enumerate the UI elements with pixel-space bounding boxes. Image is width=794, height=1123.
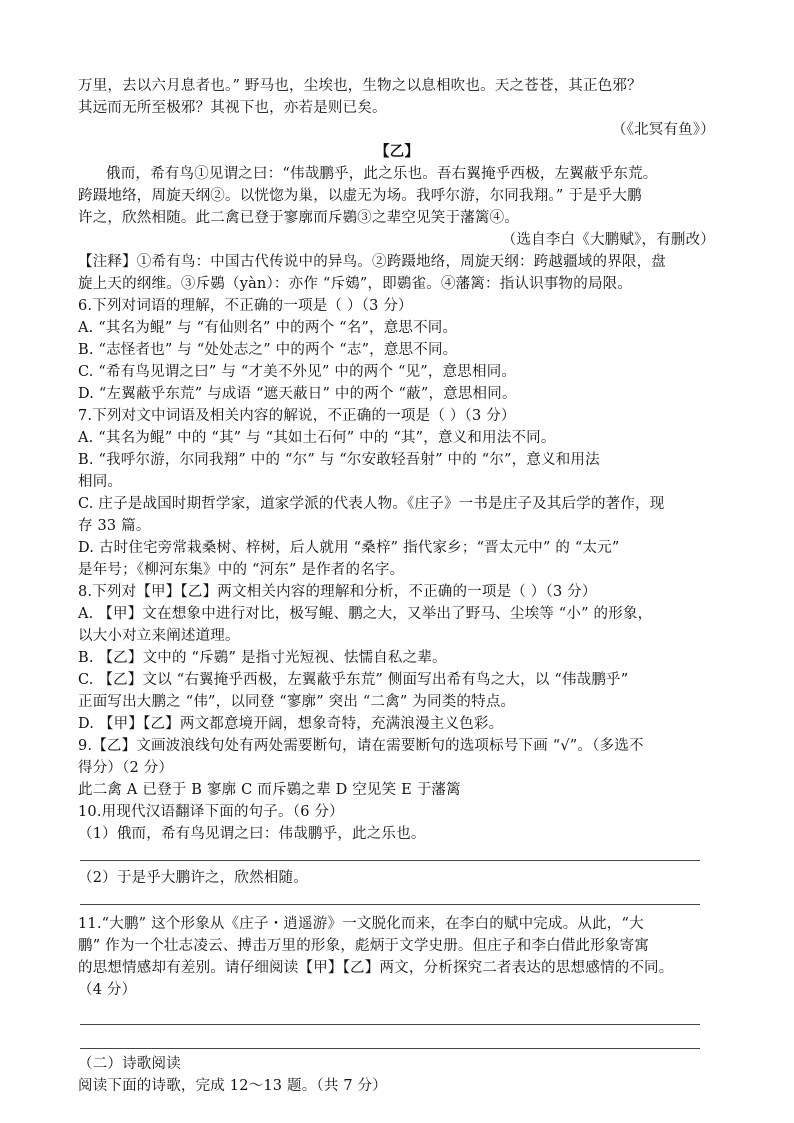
yi-text-line: 跨蹑地络，周旋天纲②。以恍惚为巢，以虚无为场。我呼尔游，尔同我翔。” 于是乎大鹏 bbox=[78, 188, 642, 204]
q8-option-d: D. 【甲】【乙】两文都意境开阔，想象奇特，充满浪漫主义色彩。 bbox=[78, 716, 504, 732]
q7-option-b-cont: 相同。 bbox=[78, 474, 123, 490]
q8-option-a-cont: 以大小对立来阐述道理。 bbox=[78, 628, 240, 644]
q11-stem-cont: 的思想情感却有差别。请仔细阅读【甲】【乙】两文，分析探究二者表达的思想感情的不同。 bbox=[78, 960, 674, 976]
q8-stem: 8.下列对【甲】【乙】两文相关内容的理解和分析，不正确的一项是（ ）（3 分） bbox=[78, 584, 597, 600]
jia-source: （《北冥有鱼》） bbox=[611, 122, 715, 138]
answer-line[interactable] bbox=[80, 1024, 700, 1025]
jia-text-line: 其远而无所至极邪？其视下也，亦若是则已矣。 bbox=[78, 100, 387, 116]
q10-stem: 10.用现代汉语翻译下面的句子。（6 分） bbox=[78, 804, 344, 820]
notes-line: 【注释】①希有鸟：中国古代传说中的异鸟。②跨蹑地络，周旋天纲：跨越疆域的界限，盘 bbox=[78, 254, 666, 270]
q7-option-c: C. 庄子是战国时期哲学家，道家学派的代表人物。《庄子》一书是庄子及其后学的著作，现 bbox=[78, 496, 665, 512]
q6-option-a: A. “其名为鲲” 与 “有仙则名” 中的两个 “名”，意思不同。 bbox=[78, 320, 458, 336]
q7-option-b: B. “我呼尔游，尔同我翔” 中的 “尔” 与 “尔安敢轻吾射” 中的 “尔”，意义和用法 bbox=[78, 452, 600, 468]
q7-option-d: D. 古时住宅旁常栽桑树、梓树，后人就用 “桑梓” 指代家乡；“晋太元中” 的 “太元” bbox=[78, 540, 620, 556]
q7-option-d-cont: 是年号；《柳河东集》中的 “河东” 是作者的名字。 bbox=[78, 562, 405, 578]
answer-line[interactable] bbox=[80, 1048, 700, 1049]
yi-text-line: 俄而，希有鸟①见谓之曰：“伟哉鹏乎，此之乐也。吾右翼掩乎西极，左翼蔽乎东荒。 bbox=[106, 166, 658, 182]
yi-source: （选自李白《大鹏赋》，有删改） bbox=[501, 232, 715, 248]
section2-instruction: 阅读下面的诗歌，完成 12～13 题。（共 7 分） bbox=[78, 1078, 388, 1094]
q6-option-b: B. “志怪者也” 与 “处处志之” 中的两个 “志”，意思不同。 bbox=[78, 342, 458, 358]
q7-option-c-cont: 存 33 篇。 bbox=[78, 518, 151, 534]
answer-line[interactable] bbox=[80, 860, 700, 861]
q8-option-c-cont: 正面写出大鹏之 “伟”，以同登 “寥廓” 突出 “二禽” 为同类的特点。 bbox=[78, 694, 516, 710]
yi-title: 【乙】 bbox=[374, 143, 420, 160]
answer-line[interactable] bbox=[80, 904, 700, 905]
notes-line: 旋上天的纲维。③斥鷃（yàn）：亦作 “斥鴳”，即鷃雀。④藩篱：指认识事物的局限。 bbox=[78, 276, 633, 292]
yi-text-line: 许之，欣然相随。此二禽已登于寥廓而斥鷃③之辈空见笑于藩篱④。 bbox=[78, 210, 519, 226]
q8-option-b: B. 【乙】文中的 “斥鷃” 是指寸光短视、怯懦自私之辈。 bbox=[78, 650, 447, 666]
q9-stem: 9.【乙】文画波浪线句处有两处需要断句，请在需要断句的选项标号下画 “√”。（多选不 bbox=[78, 738, 644, 754]
q8-option-a: A. 【甲】文在想象中进行对比，极写鲲、鹏之大，又举出了野马、尘埃等 “小” 的形象， bbox=[78, 606, 653, 622]
q10-item-1: （1）俄而，希有鸟见谓之曰：伟哉鹏乎，此之乐也。 bbox=[78, 826, 426, 842]
q11-stem: 11.“大鹏” 这个形象从《庄子・逍遥游》一文脱化而来，在李白的赋中完成。从此，“大 bbox=[78, 916, 644, 932]
q6-option-d: D. “左翼蔽乎东荒” 与成语 “遮天蔽日” 中的两个 “蔽”，意思相同。 bbox=[78, 386, 517, 402]
q6-stem: 6.下列对词语的理解，不正确的一项是（ ）（3 分） bbox=[78, 298, 413, 314]
q8-option-c: C. 【乙】文以 “右翼掩乎西极，左翼蔽乎东荒” 侧面写出希有鸟之大，以 “伟哉鹏乎” bbox=[78, 672, 629, 688]
q11-stem-cont: 鹏” 作为一个壮志凌云、搏击万里的形象，彪炳于文学史册。但庄子和李白借此形象寄寓 bbox=[78, 938, 650, 954]
q11-score: （4 分） bbox=[78, 982, 137, 998]
section2-title: （二）诗歌阅读 bbox=[78, 1056, 181, 1072]
q9-sentence: 此二禽 A 已登于 B 寥廓 C 而斥鷃之辈 D 空见笑 E 于藩篱 bbox=[78, 782, 461, 798]
jia-text-line: 万里，去以六月息者也。” 野马也，尘埃也，生物之以息相吹也。天之苍苍，其正色邪？ bbox=[78, 78, 642, 94]
q7-stem: 7.下列对文中词语及相关内容的解说，不正确的一项是（ ）（3 分） bbox=[78, 408, 516, 424]
q6-option-c: C. “希有鸟见谓之曰” 与 “才美不外见” 中的两个 “见”，意思相同。 bbox=[78, 364, 517, 380]
q7-option-a: A. “其名为鲲” 中的 “其” 与 “其如土石何” 中的 “其”，意义和用法不同。 bbox=[78, 430, 556, 446]
q10-item-2: （2）于是乎大鹏许之，欣然相随。 bbox=[78, 870, 308, 886]
q9-stem-cont: 得分）（2 分） bbox=[78, 760, 174, 776]
